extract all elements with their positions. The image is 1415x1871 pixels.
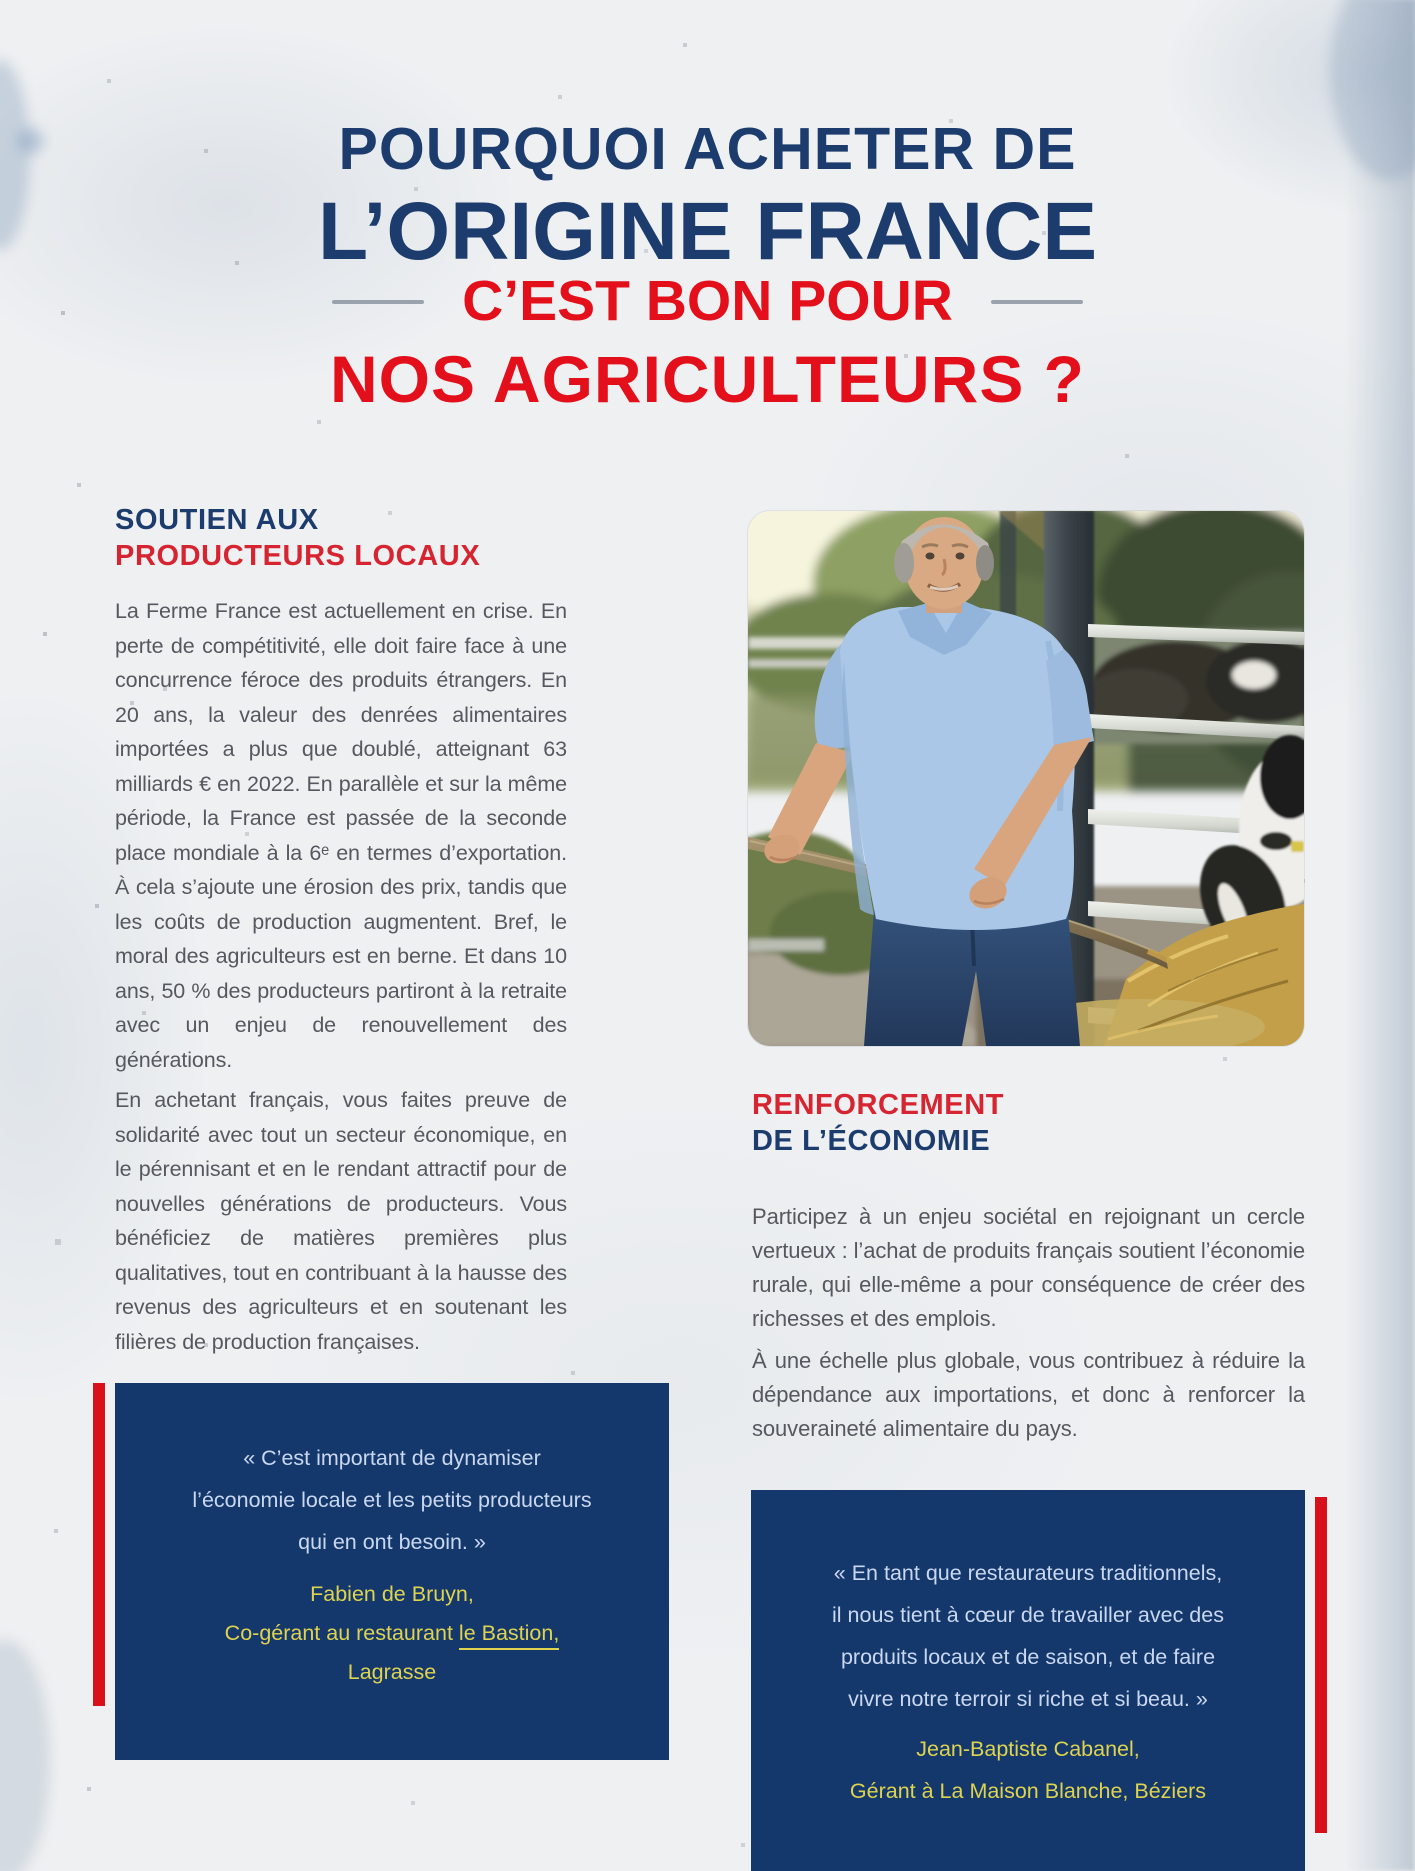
quote-box-restaurateurs xyxy=(751,1490,1305,1871)
quote-line: « En tant que restaurateurs traditionnels, xyxy=(833,1561,1223,1585)
right-section-heading-line-1: RENFORCEMENT xyxy=(752,1089,1005,1121)
quote-attribution-role-text: Co-gérant au restaurant xyxy=(224,1621,459,1645)
left-paragraph-1: La Ferme France est actuellement en crise. En perte de compétitivité, elle doit faire face à une concurrence féroce des produits étrangers. En 20 ans, la valeur des denrées alimentaires importées a plus que doublé, atteignant 63 milliards € en 2022. En parallèle et sur la même période, la France est passée de la seconde place mondiale à la 6ᵉ en termes d’exportation. À cela s’ajoute une érosion des prix, tandis que les coûts de production augmentent. Bref, le moral des agriculteurs est en berne. Et dans 10 ans, 50 % des producteurs partiront à la retraite avec un enjeu de renouvellement des générations. xyxy=(115,599,567,1072)
quote-attribution-name: Jean-Baptiste Cabanel, xyxy=(916,1737,1140,1761)
quote-box-producers xyxy=(115,1383,669,1760)
page-title-line-3 xyxy=(0,269,1415,333)
page-title-line-2: L’ORIGINE FRANCE xyxy=(317,186,1098,277)
right-paragraph-2: À une échelle plus globale, vous contribuez à réduire la dépendance aux importations, et donc à renforcer la souveraineté alimentaire du pays. xyxy=(752,1348,1305,1441)
quote-line: produits locaux et de saison, et de faire xyxy=(840,1645,1216,1669)
quote-accent-bar-left xyxy=(93,1383,105,1706)
quote-attribution-city: Lagrasse xyxy=(347,1660,437,1684)
page-title-line-1: POURQUOI ACHETER DE xyxy=(338,116,1077,182)
quote-accent-bar-right xyxy=(1315,1497,1327,1833)
left-paragraph-2: En achetant français, vous faites preuve de solidarité avec tout un secteur économique, en le pérennisant et en le rendant attractif pour de nouvelles générations de producteurs. Vous bénéficiez de matières premières plus qualitatives, tout en contribuant à la hausse des revenus des agriculteurs et en soutenant les filières de production françaises. xyxy=(115,1088,567,1354)
quote-line: l’économie locale et les petits producteurs xyxy=(192,1488,592,1512)
paper-blotch-left-bottom xyxy=(0,1640,50,1871)
right-paragraph-1: Participez à un enjeu sociétal en rejoignant un cercle vertueux : l’achat de produits français soutient l’économie rurale, qui elle-même a pour conséquence de créer des richesses et des emplois. xyxy=(752,1204,1305,1331)
right-section-heading-line-2: DE L’ÉCONOMIE xyxy=(752,1125,991,1157)
quote-attribution-role: Gérant à La Maison Blanche, Béziers xyxy=(849,1779,1207,1803)
quote-line: vivre notre terroir si riche et si beau. » xyxy=(848,1687,1208,1711)
quote-attribution-role xyxy=(115,1614,669,1653)
quote-line: il nous tient à cœur de travailler avec des xyxy=(832,1603,1224,1627)
left-section-heading-line-1: SOUTIEN AUX xyxy=(115,504,319,536)
title-dash-left-icon xyxy=(332,300,424,304)
page-title-line-3-text: C’EST BON POUR xyxy=(462,269,953,333)
page-title-line-4: NOS AGRICULTEURS ? xyxy=(330,342,1085,416)
farmer-photo xyxy=(748,511,1304,1046)
paper-texture-speckles xyxy=(0,0,2,2)
quote-line: « C’est important de dynamiser xyxy=(243,1446,541,1470)
quote-attribution-name: Fabien de Bruyn, xyxy=(310,1582,474,1606)
quote-line: qui en ont besoin. » xyxy=(298,1530,486,1554)
quote-attribution-restaurant-link: le Bastion, xyxy=(459,1621,559,1650)
left-section-heading-line-2: PRODUCTEURS LOCAUX xyxy=(115,540,481,572)
title-dash-right-icon xyxy=(991,300,1083,304)
